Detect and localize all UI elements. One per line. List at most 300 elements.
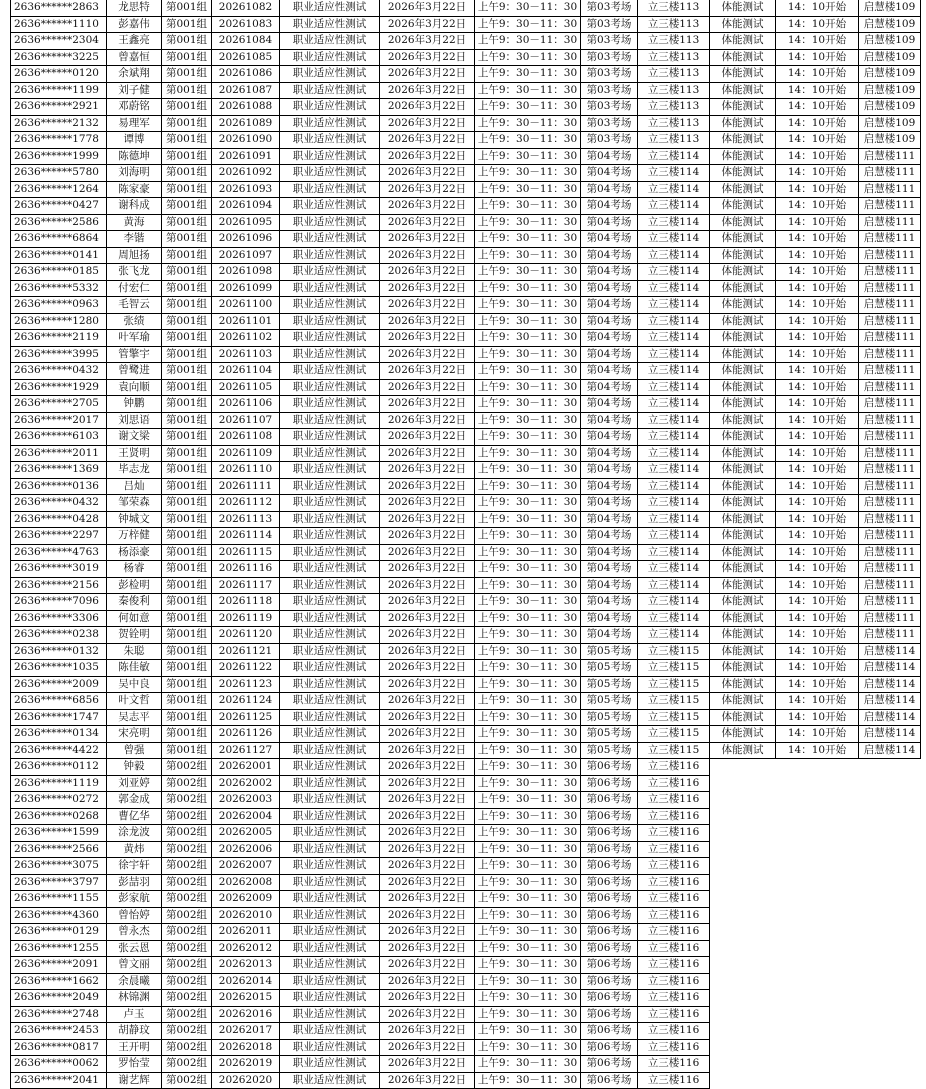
cell-pe-subject: 体能测试 — [710, 99, 776, 116]
cell-subject: 职业适应性测试 — [280, 709, 380, 726]
cell-pe-subject: 体能测试 — [710, 264, 776, 281]
cell-exam-no: 20261084 — [212, 33, 280, 50]
cell-name: 余斌翔 — [107, 66, 162, 83]
cell-subject: 职业适应性测试 — [280, 693, 380, 710]
table-row — [11, 792, 921, 809]
cell-group: 第001组 — [162, 247, 212, 264]
cell-id: 2636******2304 — [11, 33, 107, 50]
cell-pe-subject — [710, 1006, 776, 1023]
cell-subject: 职业适应性测试 — [280, 792, 380, 809]
cell-group: 第001组 — [162, 33, 212, 50]
cell-id: 2636******3075 — [11, 858, 107, 875]
cell-date: 2026年3月22日 — [380, 693, 475, 710]
cell-subject: 职业适应性测试 — [280, 643, 380, 660]
cell-room: 立三楼115 — [638, 660, 710, 677]
cell-id: 2636******1119 — [11, 775, 107, 792]
cell-exam-no: 20261109 — [212, 445, 280, 462]
cell-group: 第002组 — [162, 1039, 212, 1056]
cell-pe-time — [776, 808, 859, 825]
cell-pe-subject: 体能测试 — [710, 214, 776, 231]
cell-group: 第002组 — [162, 874, 212, 891]
cell-exam-no: 20261089 — [212, 115, 280, 132]
cell-group: 第001组 — [162, 594, 212, 611]
cell-id: 2636******0141 — [11, 247, 107, 264]
cell-site: 第04考场 — [581, 561, 638, 578]
cell-site: 第03考场 — [581, 16, 638, 33]
cell-exam-no: 20262007 — [212, 858, 280, 875]
cell-pe-subject — [710, 825, 776, 842]
cell-time: 上午9：30－11：30 — [475, 676, 581, 693]
cell-time: 上午9：30－11：30 — [475, 99, 581, 116]
cell-pe-time: 14：10开始 — [776, 198, 859, 215]
cell-subject: 职业适应性测试 — [280, 808, 380, 825]
cell-group: 第001组 — [162, 412, 212, 429]
cell-pe-room: 启慧楼111 — [859, 198, 921, 215]
cell-time: 上午9：30－11：30 — [475, 610, 581, 627]
cell-room: 立三楼113 — [638, 16, 710, 33]
cell-date: 2026年3月22日 — [380, 792, 475, 809]
cell-pe-time: 14：10开始 — [776, 33, 859, 50]
cell-pe-subject — [710, 940, 776, 957]
table-row — [11, 313, 921, 330]
cell-pe-subject: 体能测试 — [710, 495, 776, 512]
cell-room: 立三楼114 — [638, 330, 710, 347]
cell-group: 第001组 — [162, 132, 212, 149]
cell-id: 2636******0112 — [11, 759, 107, 776]
cell-name: 彭喆羽 — [107, 874, 162, 891]
cell-id: 2636******1264 — [11, 181, 107, 198]
cell-room: 立三楼114 — [638, 627, 710, 644]
cell-pe-time: 14：10开始 — [776, 511, 859, 528]
table-row — [11, 676, 921, 693]
cell-subject: 职业适应性测试 — [280, 379, 380, 396]
cell-group: 第001组 — [162, 462, 212, 479]
cell-date: 2026年3月22日 — [380, 990, 475, 1007]
cell-room: 立三楼114 — [638, 214, 710, 231]
cell-id: 2636******4360 — [11, 907, 107, 924]
cell-pe-time: 14：10开始 — [776, 16, 859, 33]
cell-pe-subject: 体能测试 — [710, 693, 776, 710]
cell-pe-room: 启慧楼109 — [859, 115, 921, 132]
cell-date: 2026年3月22日 — [380, 825, 475, 842]
cell-group: 第001组 — [162, 445, 212, 462]
cell-pe-room: 启慧楼109 — [859, 66, 921, 83]
cell-pe-time — [776, 973, 859, 990]
cell-site: 第04考场 — [581, 330, 638, 347]
cell-pe-subject: 体能测试 — [710, 231, 776, 248]
cell-id: 2636******0428 — [11, 511, 107, 528]
cell-date: 2026年3月22日 — [380, 610, 475, 627]
table-row — [11, 924, 921, 941]
cell-group: 第002组 — [162, 825, 212, 842]
cell-subject: 职业适应性测试 — [280, 775, 380, 792]
cell-time: 上午9：30－11：30 — [475, 313, 581, 330]
cell-pe-room: 启慧楼111 — [859, 429, 921, 446]
cell-site: 第06考场 — [581, 1056, 638, 1073]
cell-pe-time: 14：10开始 — [776, 132, 859, 149]
table-row — [11, 495, 921, 512]
table-row — [11, 330, 921, 347]
table-body — [11, 0, 921, 1089]
cell-pe-time: 14：10开始 — [776, 412, 859, 429]
cell-exam-no: 20261090 — [212, 132, 280, 149]
cell-subject: 职业适应性测试 — [280, 412, 380, 429]
cell-pe-room: 启慧楼109 — [859, 49, 921, 66]
cell-group: 第001组 — [162, 544, 212, 561]
cell-subject: 职业适应性测试 — [280, 511, 380, 528]
cell-subject: 职业适应性测试 — [280, 660, 380, 677]
cell-pe-time: 14：10开始 — [776, 594, 859, 611]
cell-site: 第06考场 — [581, 825, 638, 842]
cell-pe-room — [859, 775, 921, 792]
cell-room: 立三楼116 — [638, 957, 710, 974]
cell-exam-no: 20261097 — [212, 247, 280, 264]
cell-time: 上午9：30－11：30 — [475, 577, 581, 594]
cell-date: 2026年3月22日 — [380, 973, 475, 990]
cell-room: 立三楼114 — [638, 181, 710, 198]
cell-subject: 职业适应性测试 — [280, 907, 380, 924]
cell-pe-subject: 体能测试 — [710, 363, 776, 380]
cell-site: 第06考场 — [581, 940, 638, 957]
cell-pe-time: 14：10开始 — [776, 429, 859, 446]
cell-group: 第001组 — [162, 66, 212, 83]
cell-time: 上午9：30－11：30 — [475, 891, 581, 908]
cell-group: 第002组 — [162, 1056, 212, 1073]
cell-name: 吴中良 — [107, 676, 162, 693]
cell-room: 立三楼113 — [638, 49, 710, 66]
cell-site: 第06考场 — [581, 874, 638, 891]
table-row — [11, 99, 921, 116]
cell-date: 2026年3月22日 — [380, 429, 475, 446]
cell-site: 第04考场 — [581, 412, 638, 429]
cell-pe-subject: 体能测试 — [710, 561, 776, 578]
cell-date: 2026年3月22日 — [380, 1039, 475, 1056]
cell-name: 郭金成 — [107, 792, 162, 809]
cell-time: 上午9：30－11：30 — [475, 297, 581, 314]
cell-exam-no: 20262004 — [212, 808, 280, 825]
table-row — [11, 825, 921, 842]
table-row — [11, 478, 921, 495]
cell-room: 立三楼116 — [638, 808, 710, 825]
cell-site: 第03考场 — [581, 99, 638, 116]
cell-time: 上午9：30－11：30 — [475, 346, 581, 363]
table-row — [11, 132, 921, 149]
cell-name: 龙思特 — [107, 0, 162, 16]
cell-time: 上午9：30－11：30 — [475, 115, 581, 132]
table-row — [11, 759, 921, 776]
cell-pe-room: 启慧楼111 — [859, 495, 921, 512]
cell-group: 第001组 — [162, 313, 212, 330]
cell-pe-time: 14：10开始 — [776, 346, 859, 363]
cell-exam-no: 20261088 — [212, 99, 280, 116]
cell-group: 第001组 — [162, 693, 212, 710]
cell-date: 2026年3月22日 — [380, 412, 475, 429]
cell-pe-subject — [710, 792, 776, 809]
cell-id: 2636******1929 — [11, 379, 107, 396]
cell-subject: 职业适应性测试 — [280, 940, 380, 957]
cell-group: 第001组 — [162, 231, 212, 248]
cell-name: 吕灿 — [107, 478, 162, 495]
cell-name: 钟鹏 — [107, 396, 162, 413]
cell-pe-subject: 体能测试 — [710, 726, 776, 743]
cell-date: 2026年3月22日 — [380, 231, 475, 248]
cell-name: 谭博 — [107, 132, 162, 149]
table-row — [11, 660, 921, 677]
cell-id: 2636******1155 — [11, 891, 107, 908]
cell-id: 2636******2297 — [11, 528, 107, 545]
cell-group: 第001组 — [162, 280, 212, 297]
cell-room: 立三楼116 — [638, 907, 710, 924]
cell-date: 2026年3月22日 — [380, 379, 475, 396]
cell-id: 2636******1662 — [11, 973, 107, 990]
cell-exam-no: 20261120 — [212, 627, 280, 644]
cell-pe-subject: 体能测试 — [710, 528, 776, 545]
cell-date: 2026年3月22日 — [380, 148, 475, 165]
cell-id: 2636******1199 — [11, 82, 107, 99]
cell-time: 上午9：30－11：30 — [475, 33, 581, 50]
cell-room: 立三楼114 — [638, 544, 710, 561]
cell-subject: 职业适应性测试 — [280, 610, 380, 627]
cell-pe-subject: 体能测试 — [710, 49, 776, 66]
cell-name: 涂龙波 — [107, 825, 162, 842]
cell-subject: 职业适应性测试 — [280, 280, 380, 297]
cell-pe-room: 启慧楼114 — [859, 676, 921, 693]
cell-pe-subject: 体能测试 — [710, 396, 776, 413]
cell-exam-no: 20261105 — [212, 379, 280, 396]
cell-date: 2026年3月22日 — [380, 1006, 475, 1023]
cell-group: 第001组 — [162, 709, 212, 726]
cell-pe-time — [776, 1056, 859, 1073]
cell-subject: 职业适应性测试 — [280, 363, 380, 380]
cell-exam-no: 20261111 — [212, 478, 280, 495]
cell-date: 2026年3月22日 — [380, 1072, 475, 1089]
cell-subject: 职业适应性测试 — [280, 297, 380, 314]
cell-subject: 职业适应性测试 — [280, 676, 380, 693]
cell-time: 上午9：30－11：30 — [475, 858, 581, 875]
cell-id: 2636******5332 — [11, 280, 107, 297]
cell-id: 2636******6864 — [11, 231, 107, 248]
cell-site: 第04考场 — [581, 495, 638, 512]
cell-exam-no: 20261107 — [212, 412, 280, 429]
cell-pe-room: 启慧楼111 — [859, 313, 921, 330]
cell-pe-room: 启慧楼109 — [859, 99, 921, 116]
cell-date: 2026年3月22日 — [380, 643, 475, 660]
cell-id: 2636******4422 — [11, 742, 107, 759]
cell-pe-room: 启慧楼111 — [859, 346, 921, 363]
cell-pe-room: 启慧楼111 — [859, 379, 921, 396]
cell-id: 2636******0432 — [11, 363, 107, 380]
cell-pe-room: 启慧楼109 — [859, 82, 921, 99]
cell-subject: 职业适应性测试 — [280, 528, 380, 545]
cell-room: 立三楼114 — [638, 396, 710, 413]
cell-id: 2636******2156 — [11, 577, 107, 594]
cell-pe-time: 14：10开始 — [776, 313, 859, 330]
table-row — [11, 231, 921, 248]
cell-time: 上午9：30－11：30 — [475, 726, 581, 743]
cell-id: 2636******0062 — [11, 1056, 107, 1073]
cell-room: 立三楼113 — [638, 99, 710, 116]
cell-pe-time: 14：10开始 — [776, 181, 859, 198]
cell-id: 2636******3019 — [11, 561, 107, 578]
cell-exam-no: 20261110 — [212, 462, 280, 479]
cell-subject: 职业适应性测试 — [280, 478, 380, 495]
cell-id: 2636******0136 — [11, 478, 107, 495]
cell-exam-no: 20261101 — [212, 313, 280, 330]
cell-subject: 职业适应性测试 — [280, 148, 380, 165]
table-row — [11, 396, 921, 413]
cell-room: 立三楼113 — [638, 115, 710, 132]
cell-group: 第002组 — [162, 759, 212, 776]
cell-exam-no: 20262003 — [212, 792, 280, 809]
cell-pe-subject — [710, 924, 776, 941]
cell-pe-subject: 体能测试 — [710, 16, 776, 33]
cell-group: 第001组 — [162, 379, 212, 396]
cell-pe-room — [859, 759, 921, 776]
cell-subject: 职业适应性测试 — [280, 874, 380, 891]
cell-id: 2636******1280 — [11, 313, 107, 330]
cell-site: 第03考场 — [581, 33, 638, 50]
cell-exam-no: 20261095 — [212, 214, 280, 231]
cell-pe-room: 启慧楼109 — [859, 33, 921, 50]
cell-subject: 职业适应性测试 — [280, 891, 380, 908]
cell-id: 2636******5780 — [11, 165, 107, 182]
cell-name: 曾鹭进 — [107, 363, 162, 380]
cell-date: 2026年3月22日 — [380, 511, 475, 528]
table-row — [11, 940, 921, 957]
cell-id: 2636******2921 — [11, 99, 107, 116]
cell-subject: 职业适应性测试 — [280, 214, 380, 231]
cell-pe-time: 14：10开始 — [776, 676, 859, 693]
cell-time: 上午9：30－11：30 — [475, 49, 581, 66]
cell-pe-room: 启慧楼111 — [859, 330, 921, 347]
cell-pe-subject: 体能测试 — [710, 412, 776, 429]
cell-time: 上午9：30－11：30 — [475, 198, 581, 215]
cell-date: 2026年3月22日 — [380, 165, 475, 182]
cell-name: 钟城文 — [107, 511, 162, 528]
cell-name: 万梓健 — [107, 528, 162, 545]
cell-group: 第001组 — [162, 396, 212, 413]
cell-id: 2636******0238 — [11, 627, 107, 644]
table-row — [11, 115, 921, 132]
cell-site: 第04考场 — [581, 544, 638, 561]
table-row — [11, 907, 921, 924]
cell-pe-time: 14：10开始 — [776, 280, 859, 297]
cell-name: 谢艺辉 — [107, 1072, 162, 1089]
cell-pe-room: 启慧楼114 — [859, 726, 921, 743]
cell-subject: 职业适应性测试 — [280, 627, 380, 644]
cell-exam-no: 20261108 — [212, 429, 280, 446]
cell-room: 立三楼116 — [638, 891, 710, 908]
cell-exam-no: 20261096 — [212, 231, 280, 248]
cell-date: 2026年3月22日 — [380, 957, 475, 974]
cell-pe-room: 启慧楼111 — [859, 511, 921, 528]
cell-site: 第06考场 — [581, 808, 638, 825]
cell-pe-room: 启慧楼109 — [859, 132, 921, 149]
cell-pe-time: 14：10开始 — [776, 82, 859, 99]
cell-date: 2026年3月22日 — [380, 726, 475, 743]
cell-site: 第06考场 — [581, 1072, 638, 1089]
cell-pe-subject: 体能测试 — [710, 247, 776, 264]
cell-pe-time: 14：10开始 — [776, 610, 859, 627]
cell-time: 上午9：30－11：30 — [475, 990, 581, 1007]
cell-time: 上午9：30－11：30 — [475, 973, 581, 990]
cell-exam-no: 20261115 — [212, 544, 280, 561]
cell-exam-no: 20261098 — [212, 264, 280, 281]
cell-group: 第001组 — [162, 49, 212, 66]
cell-site: 第06考场 — [581, 1023, 638, 1040]
cell-exam-no: 20262020 — [212, 1072, 280, 1089]
cell-site: 第03考场 — [581, 0, 638, 16]
cell-id: 2636******0963 — [11, 297, 107, 314]
cell-pe-time: 14：10开始 — [776, 462, 859, 479]
table-row — [11, 808, 921, 825]
table-row — [11, 280, 921, 297]
cell-group: 第001组 — [162, 16, 212, 33]
cell-id: 2636******0272 — [11, 792, 107, 809]
cell-pe-subject: 体能测试 — [710, 148, 776, 165]
cell-id: 2636******2586 — [11, 214, 107, 231]
cell-exam-no: 20262002 — [212, 775, 280, 792]
cell-pe-room — [859, 1039, 921, 1056]
cell-pe-time — [776, 1039, 859, 1056]
cell-date: 2026年3月22日 — [380, 742, 475, 759]
table-row — [11, 412, 921, 429]
cell-site: 第04考场 — [581, 396, 638, 413]
cell-time: 上午9：30－11：30 — [475, 16, 581, 33]
cell-pe-time: 14：10开始 — [776, 577, 859, 594]
cell-id: 2636******2119 — [11, 330, 107, 347]
cell-pe-room: 启慧楼111 — [859, 396, 921, 413]
cell-pe-room: 启慧楼111 — [859, 462, 921, 479]
cell-name: 张云恩 — [107, 940, 162, 957]
cell-group: 第001组 — [162, 495, 212, 512]
cell-group: 第001组 — [162, 0, 212, 16]
cell-pe-room — [859, 808, 921, 825]
cell-date: 2026年3月22日 — [380, 115, 475, 132]
cell-pe-time: 14：10开始 — [776, 99, 859, 116]
cell-name: 叶文哲 — [107, 693, 162, 710]
cell-pe-subject: 体能测试 — [710, 297, 776, 314]
cell-pe-subject: 体能测试 — [710, 132, 776, 149]
cell-name: 杨添豪 — [107, 544, 162, 561]
cell-pe-time: 14：10开始 — [776, 643, 859, 660]
cell-site: 第06考场 — [581, 957, 638, 974]
table-row — [11, 709, 921, 726]
cell-exam-no: 20262012 — [212, 940, 280, 957]
cell-time: 上午9：30－11：30 — [475, 874, 581, 891]
cell-group: 第001组 — [162, 742, 212, 759]
cell-date: 2026年3月22日 — [380, 66, 475, 83]
cell-room: 立三楼115 — [638, 726, 710, 743]
cell-date: 2026年3月22日 — [380, 363, 475, 380]
cell-site: 第04考场 — [581, 462, 638, 479]
cell-subject: 职业适应性测试 — [280, 115, 380, 132]
cell-pe-room: 启慧楼111 — [859, 610, 921, 627]
cell-exam-no: 20261092 — [212, 165, 280, 182]
cell-pe-time: 14：10开始 — [776, 247, 859, 264]
cell-subject: 职业适应性测试 — [280, 16, 380, 33]
cell-date: 2026年3月22日 — [380, 561, 475, 578]
cell-site: 第05考场 — [581, 660, 638, 677]
cell-date: 2026年3月22日 — [380, 445, 475, 462]
cell-site: 第06考场 — [581, 990, 638, 1007]
cell-group: 第001组 — [162, 660, 212, 677]
cell-group: 第001组 — [162, 561, 212, 578]
cell-name: 谢科成 — [107, 198, 162, 215]
cell-room: 立三楼114 — [638, 610, 710, 627]
cell-exam-no: 20261117 — [212, 577, 280, 594]
cell-id: 2636******1369 — [11, 462, 107, 479]
